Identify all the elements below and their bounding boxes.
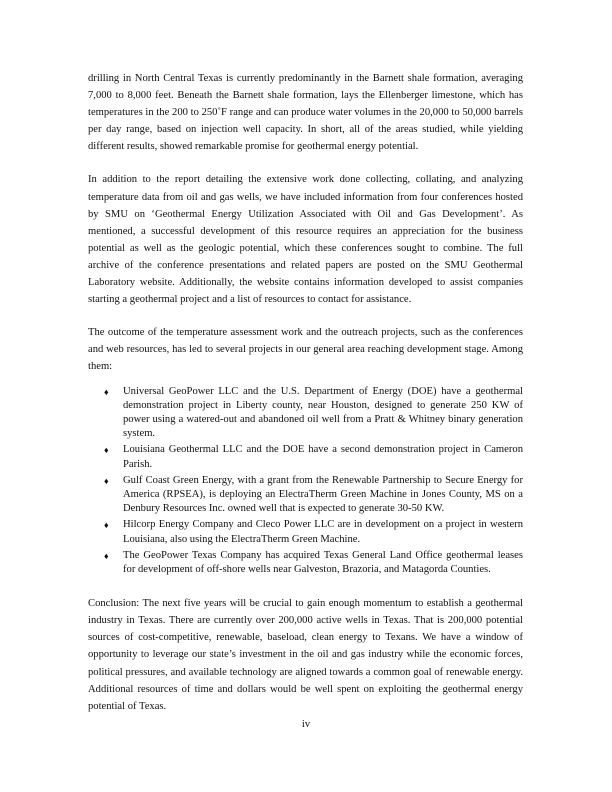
list-item bbox=[88, 474, 523, 517]
page-number: iv bbox=[301, 719, 311, 730]
document-page bbox=[88, 70, 523, 715]
list-item bbox=[88, 443, 523, 471]
list-item-text: Universal GeoPower LLC and the U.S. Department of Energy (DOE) have a geothermal demonstration project in Liberty county, near Houston, designed to generate 250 KW of power using a watered-out and abandoned oil well from a Pratt & Whitney binary generation system. bbox=[123, 385, 523, 440]
diamond-bullet-icon: ♦ bbox=[104, 550, 109, 561]
list-item-text: Hilcorp Energy Company and Cleco Power LLC are in development on a project in western Louisiana, also using the ElectraTherm Green Machine. bbox=[123, 519, 523, 545]
list-item bbox=[88, 549, 523, 577]
diamond-bullet-icon: ♦ bbox=[104, 445, 109, 456]
paragraph-outcome: The outcome of the temperature assessment work and the outreach projects, such as the conferences and web resources, has led to several projects in our general area reaching development stage. Among them: bbox=[88, 327, 523, 373]
paragraph-spacer bbox=[88, 376, 523, 385]
list-item bbox=[88, 518, 523, 546]
diamond-bullet-icon: ♦ bbox=[104, 475, 109, 486]
diamond-bullet-icon: ♦ bbox=[104, 520, 109, 531]
list-item bbox=[88, 385, 523, 442]
paragraph-spacer bbox=[88, 579, 523, 595]
paragraph-spacer bbox=[88, 308, 523, 324]
paragraph-conclusion: Conclusion: The next five years will be crucial to gain enough momentum to establish a geothermal industry in Texas. There are currently over 200,000 active wells in Texas. That is 200,000 potential sources of cost-competitive, renewable, baseload, clean energy to Texans. We have a window of opportunity to leverage our state’s investment in the oil and gas industry while the economic forces, political pressures, and available technology are aligned towards a common goal of renewable energy. Additional resources of time and dollars would be well spent on exploiting the geothermal energy potential of Texas. bbox=[88, 598, 523, 712]
list-item-text: The GeoPower Texas Company has acquired Texas General Land Office geothermal leases for development of off-shore wells near Galveston, Brazoria, and Matagorda Counties. bbox=[123, 549, 523, 575]
project-list bbox=[88, 385, 523, 578]
paragraph-spacer bbox=[88, 155, 523, 171]
paragraph-conferences: In addition to the report detailing the extensive work done collecting, collating, and analyzing temperature data from oil and gas wells, we have included information from four conferences hosted by SMU on ‘Geothermal Energy Utilization Associated with Oil and Gas Development’. As mentioned, a successful development of this resource requires an appreciation for the business potential as well as the geologic potential, which these conferences sought to combine. The full archive of the conference presentations and related papers are posted on the SMU Geothermal Laboratory website. Additionally, the website contains information developed to assist companies starting a geothermal project and a list of resources to contact for assistance. bbox=[88, 174, 523, 306]
paragraph-barnett-shale: drilling in North Central Texas is currently predominantly in the Barnett shale formation, averaging 7,000 to 8,000 feet. Beneath the Barnett shale formation, lays the Ellenberger limestone, which has temperatures in the 200 to 250˚F range and can produce water volumes in the 20,000 to 50,000 barrels per day range, based on injection well capacity. In short, all of the areas studied, while yielding different results, showed remarkable promise for geothermal energy potential. bbox=[88, 73, 523, 153]
list-item-text: Louisiana Geothermal LLC and the DOE have a second demonstration project in Cameron Parish. bbox=[123, 444, 523, 470]
diamond-bullet-icon: ♦ bbox=[104, 386, 109, 397]
list-item-text: Gulf Coast Green Energy, with a grant from the Renewable Partnership to Secure Energy for America (RPSEA), is deploying an ElectraTherm Green Machine in Jones County, MS on a Denbury Resources Inc. owned well that is expected to generate 30-50 KW. bbox=[123, 474, 523, 515]
